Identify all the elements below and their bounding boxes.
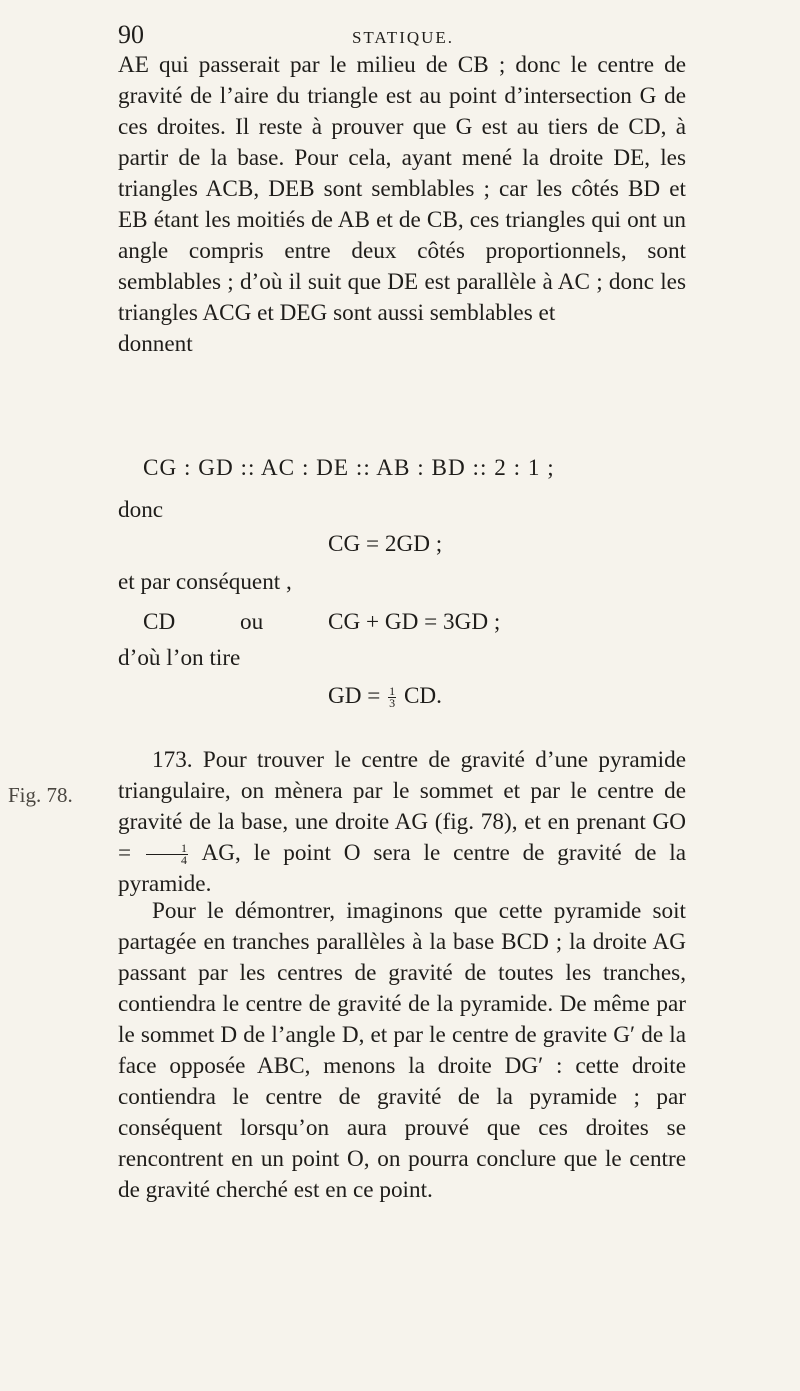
paragraph-3: Pour le démontrer, imaginons que cette pyramide soit partagée en tranches parallèles à la base BCD ; la droite AG passant par les centres de gravité de toutes les tranches, contiendra le centre de gravité de la pyramide. De même par le sommet D de l’angle D, et par le centre de gravite G′ de la face opposée ABC, menons la droite DG′ : cette droite contiendra le centre de gravité de la pyramide ; par conséquent lorsqu’on aura prouvé que ces droites se rencontrent en un point O, on pourra conclure que le centre de gravité cherché est en ce point.: [118, 898, 686, 1203]
fraction-denominator: 3: [389, 696, 396, 711]
proportion-equation: CG : GD :: AC : DE :: AB : BD :: 2 : 1 ;: [143, 455, 555, 481]
paragraph-1-last-word: donnent: [118, 331, 193, 357]
text-ou: ou: [240, 609, 264, 635]
margin-note-fig: Fig. 78.: [8, 783, 73, 807]
text-par-consequent: et par conséquent ,: [118, 569, 292, 595]
fraction-denominator: 4: [180, 853, 187, 868]
fraction-one-third: [388, 686, 396, 709]
equation-gd-right: CD.: [403, 683, 442, 709]
paragraph-2-lead: 173. Pour trouver le centre de gravité d’une pyramide triangulaire, on mènera par le sommet et par le centre de gravité de la base, une droite AG (fig. 78), et en prenant GO =: [118, 747, 686, 866]
paragraph-1-body: AE qui passerait par le milieu de CB ; donc le centre de gravité de l’aire du triangle est au point d’intersection G de ces droites. Il reste à prouver que G est au tiers de CD, à partir de la base. Pour cela, ayant mené la droite DE, les triangles ACB, DEB sont semblables ; car les côtés BD et EB étant les moitiés de AB et de CB, ces triangles qui ont un angle compris entre deux côtés proportionnels, sont semblables ; d’où il suit que DE est parallèle à AC ; donc les triangles ACG et DEG sont aussi semblables et: [118, 52, 686, 326]
fraction-numerator: 1: [146, 843, 188, 855]
running-head: STATIQUE.: [351, 28, 455, 47]
paragraph-1: [118, 50, 686, 360]
equation-cd-right: CG + GD = 3GD ;: [328, 609, 501, 635]
equation-gd: [328, 683, 442, 710]
page-number: 90: [118, 20, 144, 49]
equation-cg: CG = 2GD ;: [328, 531, 443, 557]
paragraph-2: [118, 745, 686, 900]
paragraph-2-tail: AG, le point O sera le centre de gravité de la pyramide.: [118, 840, 687, 897]
page-header: [118, 20, 688, 50]
fraction-one-quarter: [146, 843, 188, 866]
fraction-numerator: 1: [389, 684, 396, 699]
equation-gd-left: GD =: [328, 683, 381, 709]
text-dou-lon-tire: d’où l’on tire: [118, 645, 241, 671]
text-donc: donc: [118, 497, 164, 523]
equation-cd-left: CD: [143, 609, 176, 635]
